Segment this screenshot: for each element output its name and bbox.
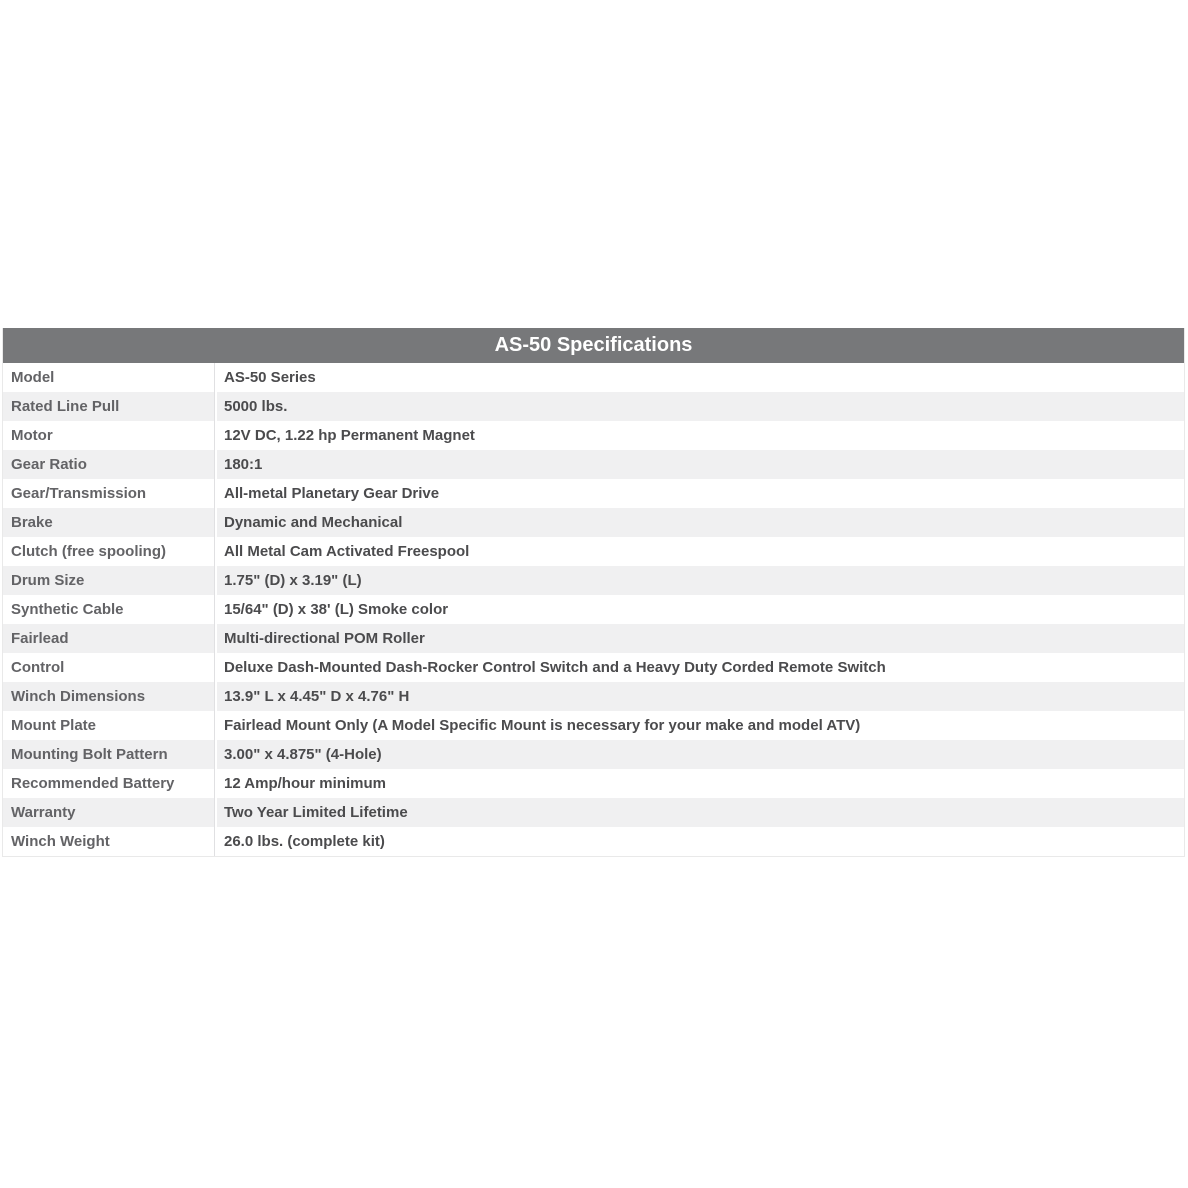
table-row — [3, 798, 1184, 827]
table-row — [3, 711, 1184, 740]
table-row — [3, 769, 1184, 798]
spec-value: Fairlead Mount Only (A Model Specific Mount is necessary for your make and model ATV) — [215, 711, 1184, 740]
spec-value: AS-50 Series — [215, 363, 1184, 392]
spec-label: Drum Size — [3, 566, 215, 595]
spec-label: Control — [3, 653, 215, 682]
spec-value: Two Year Limited Lifetime — [215, 798, 1184, 827]
table-row — [3, 740, 1184, 769]
table-row — [3, 682, 1184, 711]
spec-value: 5000 lbs. — [215, 392, 1184, 421]
spec-label: Clutch (free spooling) — [3, 537, 215, 566]
spec-label: Winch Dimensions — [3, 682, 215, 711]
spec-label: Gear Ratio — [3, 450, 215, 479]
spec-value: 12 Amp/hour minimum — [215, 769, 1184, 798]
spec-label: Model — [3, 363, 215, 392]
table-row — [3, 421, 1184, 450]
spec-value: 12V DC, 1.22 hp Permanent Magnet — [215, 421, 1184, 450]
specifications-section — [2, 328, 1185, 857]
table-row — [3, 827, 1184, 856]
table-header — [3, 328, 1184, 363]
table-row — [3, 508, 1184, 537]
spec-value: Deluxe Dash-Mounted Dash-Rocker Control Switch and a Heavy Duty Corded Remote Switch — [215, 653, 1184, 682]
spec-value: 26.0 lbs. (complete kit) — [215, 827, 1184, 856]
spec-value: 180:1 — [215, 450, 1184, 479]
specifications-table — [2, 328, 1185, 857]
table-title: AS-50 Specifications — [3, 328, 1184, 363]
table-row — [3, 653, 1184, 682]
spec-label: Warranty — [3, 798, 215, 827]
spec-value: 13.9" L x 4.45" D x 4.76" H — [215, 682, 1184, 711]
spec-label: Synthetic Cable — [3, 595, 215, 624]
table-row — [3, 363, 1184, 392]
spec-value: Dynamic and Mechanical — [215, 508, 1184, 537]
spec-value: 3.00" x 4.875" (4-Hole) — [215, 740, 1184, 769]
spec-value: Multi-directional POM Roller — [215, 624, 1184, 653]
spec-value: 1.75" (D) x 3.19" (L) — [215, 566, 1184, 595]
table-row — [3, 479, 1184, 508]
table-row — [3, 595, 1184, 624]
spec-value: 15/64" (D) x 38' (L) Smoke color — [215, 595, 1184, 624]
spec-label: Brake — [3, 508, 215, 537]
spec-label: Recommended Battery — [3, 769, 215, 798]
spec-label: Rated Line Pull — [3, 392, 215, 421]
spec-label: Winch Weight — [3, 827, 215, 856]
spec-label: Mounting Bolt Pattern — [3, 740, 215, 769]
spec-label: Gear/Transmission — [3, 479, 215, 508]
spec-label: Motor — [3, 421, 215, 450]
spec-label: Mount Plate — [3, 711, 215, 740]
spec-value: All-metal Planetary Gear Drive — [215, 479, 1184, 508]
table-body — [3, 363, 1184, 856]
spec-value: All Metal Cam Activated Freespool — [215, 537, 1184, 566]
spec-label: Fairlead — [3, 624, 215, 653]
table-row — [3, 392, 1184, 421]
table-row — [3, 566, 1184, 595]
table-row — [3, 624, 1184, 653]
table-row — [3, 537, 1184, 566]
table-row — [3, 450, 1184, 479]
table-title-row — [3, 328, 1184, 363]
